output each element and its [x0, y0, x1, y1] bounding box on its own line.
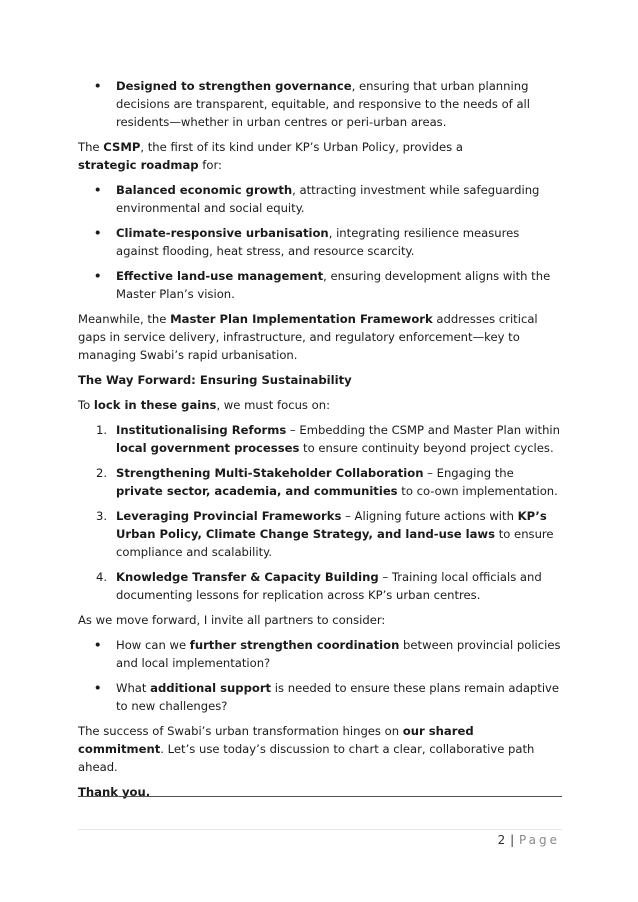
- bullet-icon: •: [94, 79, 102, 93]
- consider-paragraph: As we move forward, I invite all partners to consider:: [78, 613, 386, 627]
- closing-paragraph: The success of Swabi’s urban transformation hinges on our shared commitment. Let’s use today’s discussion to chart a clear, collaborative path ahead.: [78, 724, 535, 774]
- bullet-icon: •: [94, 183, 102, 197]
- footer-separator: |: [505, 833, 519, 847]
- list-item: • How can we further strengthen coordination between provincial policies and local implementation?: [94, 638, 561, 670]
- list-item: 1. Institutionalising Reforms – Embedding the CSMP and Master Plan within local government processes to ensure continuity beyond project cycles.: [96, 423, 560, 455]
- thanks-line: Thank you.: [78, 785, 151, 799]
- divider: [78, 796, 562, 797]
- list-item: 2. Strengthening Multi-Stakeholder Collaboration – Engaging the private sector, academia, and communities to co-own implementation.: [96, 466, 558, 498]
- framework-paragraph: Meanwhile, the Master Plan Implementation Framework addresses critical gaps in service delivery, infrastructure, and regulatory enforcement—key to managing Swabi’s rapid urbanisation.: [78, 312, 538, 362]
- bullet-icon: •: [94, 269, 102, 283]
- list-item: • Designed to strengthen governance, ensuring that urban planning decisions are transparent, equitable, and responsive to the needs of all residents—whether in urban centres or peri-urban areas.: [94, 79, 530, 129]
- list-item: 3. Leveraging Provincial Frameworks – Aligning future actions with KP’s Urban Policy, Climate Change Strategy, and land-use laws to ensure compliance and scalability.: [96, 509, 554, 559]
- list-item: • What additional support is needed to ensure these plans remain adaptive to new challenges?: [94, 681, 560, 713]
- bullet-icon: •: [94, 226, 102, 240]
- page-footer: [498, 831, 560, 849]
- lock-paragraph: To lock in these gains, we must focus on:: [78, 398, 330, 412]
- document-body: [78, 77, 562, 808]
- list-item: • Effective land-use management, ensuring development aligns with the Master Plan’s vision.: [94, 269, 551, 301]
- bullet-icon: •: [94, 638, 102, 652]
- list-item: 4. Knowledge Transfer & Capacity Building – Training local officials and documenting lessons for replication across KP’s urban centres.: [96, 570, 542, 602]
- intro-bullet-list: [78, 77, 562, 131]
- csmp-bullet-list: [78, 181, 562, 303]
- list-item: • Climate-responsive urbanisation, integrating resilience measures against flooding, heat stress, and resource scarcity.: [94, 226, 520, 258]
- section-heading: The Way Forward: Ensuring Sustainability: [78, 373, 352, 387]
- csmp-paragraph: The CSMP, the first of its kind under KP’s Urban Policy, provides a strategic roadmap for:: [78, 140, 463, 172]
- list-item: • Balanced economic growth, attracting investment while safeguarding environmental and social equity.: [94, 183, 540, 215]
- footer-divider: [78, 829, 562, 830]
- page-label: Page: [518, 833, 560, 847]
- bullet-icon: •: [94, 681, 102, 695]
- steps-list: [78, 421, 562, 604]
- page-number: 2: [497, 833, 506, 847]
- questions-list: [78, 636, 562, 715]
